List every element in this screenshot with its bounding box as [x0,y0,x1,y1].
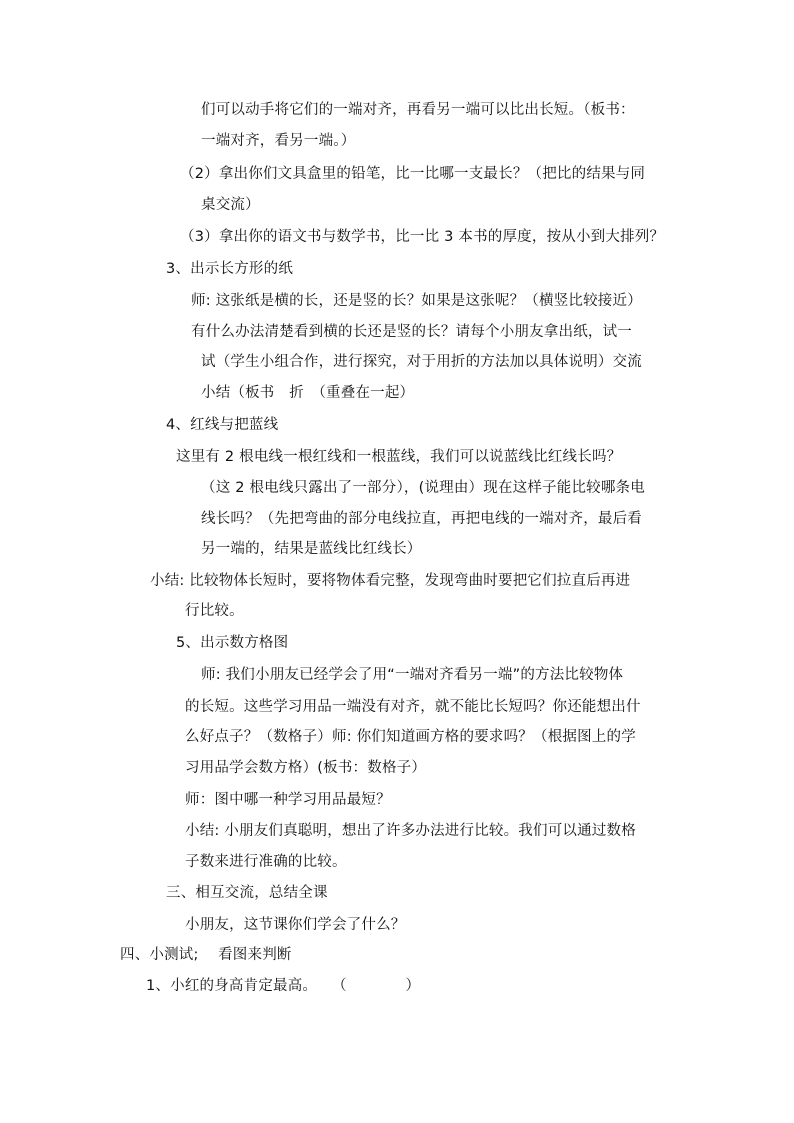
quiz-question: 1、小红的身高肯定最高。 （ ） [146,978,421,994]
text-line: 小结（板书 折 （重叠在一起） [201,385,415,401]
text-line: 一端对齐，看另一端。） [201,133,356,149]
summary-line: 小结: 比较物体长短时，要将物体看完整，发现弯曲时要把它们拉直后再进 [150,573,631,589]
text-line: 子数来进行准确的比较。 [185,854,347,870]
text-line: 这里有 2 根电线一根红线和一根蓝线，我们可以说蓝线比红线长吗？ [176,449,622,465]
section-heading: 3、出示长方形的纸 [166,261,294,277]
summary-line: 小结: 小朋友们真聪明，想出了许多办法进行比较。我们可以通过数格 [185,823,636,839]
text-line: 的长短。这些学习用品一端没有对齐，就不能比长短吗？你还能想出什 [185,699,641,715]
text-line: 师：图中哪一种学习用品最短？ [185,792,391,808]
text-line: 桌交流） [201,197,260,213]
text-line: 有什么办法清楚看到横的长还是竖的长？请每个小朋友拿出纸，试一 [191,324,632,340]
text-line: 另一端的，结果是蓝线比红线长） [201,541,422,557]
text-line: 试（学生小组合作，进行探究，对于用折的方法加以具体说明）交流 [201,354,642,370]
text-line: 么好点子？（数格子）师: 你们知道画方格的要求吗？（根据图上的学 [185,729,636,745]
text-line: 线长吗？（先把弯曲的部分电线拉直，再把电线的一端对齐，最后看 [201,511,642,527]
text-line: 师: 这张纸是横的长，还是竖的长？如果是这张呢？（横竖比较接近） [191,293,642,309]
section-heading: 四、小测试; 看图来判断 [120,947,292,963]
text-line: （3）拿出你的语文书与数学书，比一比 3 本书的厚度，按从小到大排列？ [180,229,665,245]
text-line: 习用品学会数方格）(板书：数格子） [185,760,427,776]
text-line: 小朋友，这节课你们学会了什么？ [185,917,406,933]
section-heading: 4、红线与把蓝线 [166,417,279,433]
section-heading: 5、出示数方格图 [176,635,289,651]
text-line: 行比较。 [185,603,244,619]
section-heading: 三、相互交流，总结全课 [166,885,328,901]
text-line: 师: 我们小朋友已经学会了用“一端对齐看另一端”的方法比较物体 [201,667,624,683]
text-line: （这 2 根电线只露出了一部分），(说理由）现在这样子能比较哪条电 [201,480,645,496]
text-line: 们可以动手将它们的一端对齐，再看另一端可以比出长短。（板书： [201,102,635,118]
text-line: （2）拿出你们文具盒里的铅笔，比一比哪一支最长？（把比的结果与同 [180,166,646,182]
